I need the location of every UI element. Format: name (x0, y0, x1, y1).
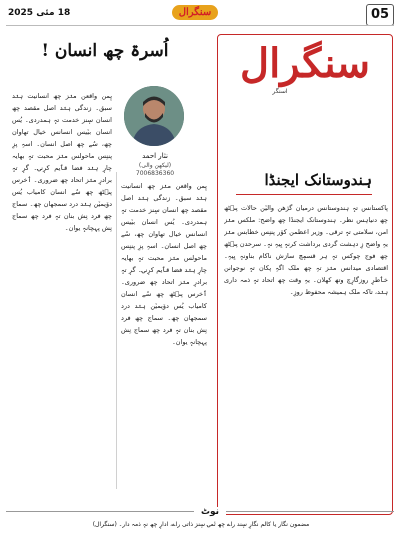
newspaper-logo: سنگرال (172, 5, 218, 20)
left-article-title: اُسرۃ چھ انسان ! (41, 41, 169, 61)
author-portrait-icon (124, 86, 184, 146)
editorial-masthead-sub: اسنگر (272, 88, 288, 95)
issue-date: 18 مئی 2025 (8, 8, 71, 18)
editorial-title-rule (236, 194, 372, 195)
header-divider (6, 25, 394, 26)
author-photo (124, 86, 184, 146)
page-number: 05 (366, 4, 394, 26)
editorial-title: ہندوستانک ایجنڈا (264, 171, 372, 189)
left-article-text-a: یٕمن واقعن منٛز چھ انسانیت ہنٛد سبق۔ زندگی ہنٛد اصل مقصد چھ انسان سٕنز خدمت تہٕ ہمدردی۔ یُس انسان بیٚیس انسانس خیال تھاوان چھ، سُے چھ اصل انسان۔ اسہِ پزِ پننِس ماحولس منٛز محبت تہٕ بھایہ چارٕ ہنٛد فضا قٲیم کرٕنۍ۔ گرٕ تہٕ برادرٕ منٛز اتحاد چھ ضروری۔ ٲخرس پٮ۪ٹھ چھ سُے انسان کامیاب یُس دوٚیمیٚن ہنٛد درد سمجھان چھ۔ سماج چھ فرد نِش بنان تہٕ فرد چھ سماج نِش پہچانہٕ یوان۔ (12, 90, 112, 510)
footer-note-text: مضمون نگار یا کالم نگارٕ سٕند راے چھ تٔمۍ سٕنز ذاتی راے، ادارٕ چھ نہٕ ذمہ دار۔ (سنگرال) (92, 521, 310, 528)
author-name: نثار احمد (142, 152, 168, 160)
page-header (0, 0, 400, 26)
editorial-body (224, 202, 388, 502)
author-role: (لیکھن والی) (138, 162, 172, 169)
column-divider (116, 172, 117, 489)
left-article-body-col2 (121, 180, 207, 510)
editorial-masthead: سنگرال (240, 40, 370, 87)
editorial-text: پاکستانس تہٕ ہندوستانس درمیان گژھن والیٚن حالات پٮ۪ٹھ چھ دنیاہس نظر۔ ہندوستانک ایجنڈا چھ واضح: ملکس منٛز امن، سلامتی تہٕ ترقی۔ وزیر اعظمن کوٚر پننِس خطابس منٛز یہِ واضح زِ دہشت گردی برداشت کرنہٕ یِیہِ نہٕ۔ سرحدن پٮ۪ٹھ چھ فوج چوکس تہٕ ہر قسمٕچ سازش ناکام بناونہٕ یِیہِ۔ اقتصادی میدانس منٛز تہِ چھ ملک اگہِ پکان تہٕ نوجوانن خٲطرٕ روزگارٕچ وتھ کھلان۔ یہِ وقت چھ اتحاد تہٕ ذمہ داری ہنٛد، تاکہ ملک ہمیشہ محفوظ روزِ۔ (224, 202, 388, 502)
author-phone: 7006836360 (135, 170, 175, 177)
left-article-body-col1 (12, 90, 112, 510)
footer-note-label: نوٹ (194, 507, 226, 519)
left-article-text-b: یٕمن واقعن منٛز چھ انسانیت ہنٛد سبق۔ زندگی ہنٛد اصل مقصد چھ انسان سٕنز خدمت تہٕ ہمدردی۔ یُس انسان بیٚیس انسانس خیال تھاوان چھ، سُے چھ اصل انسان۔ اسہِ پزِ پننِس ماحولس منٛز محبت تہٕ بھایہ چارٕ ہنٛد فضا قٲیم کرٕنۍ۔ گرٕ تہٕ برادرٕ منٛز اتحاد چھ ضروری۔ ٲخرس پٮ۪ٹھ چھ سُے انسان کامیاب یُس دوٚیمیٚن ہنٛد درد سمجھان چھ۔ سماج چھ فرد نِش بنان تہٕ فرد چھ سماج نِش پہچانہٕ یوان۔ (121, 180, 207, 510)
